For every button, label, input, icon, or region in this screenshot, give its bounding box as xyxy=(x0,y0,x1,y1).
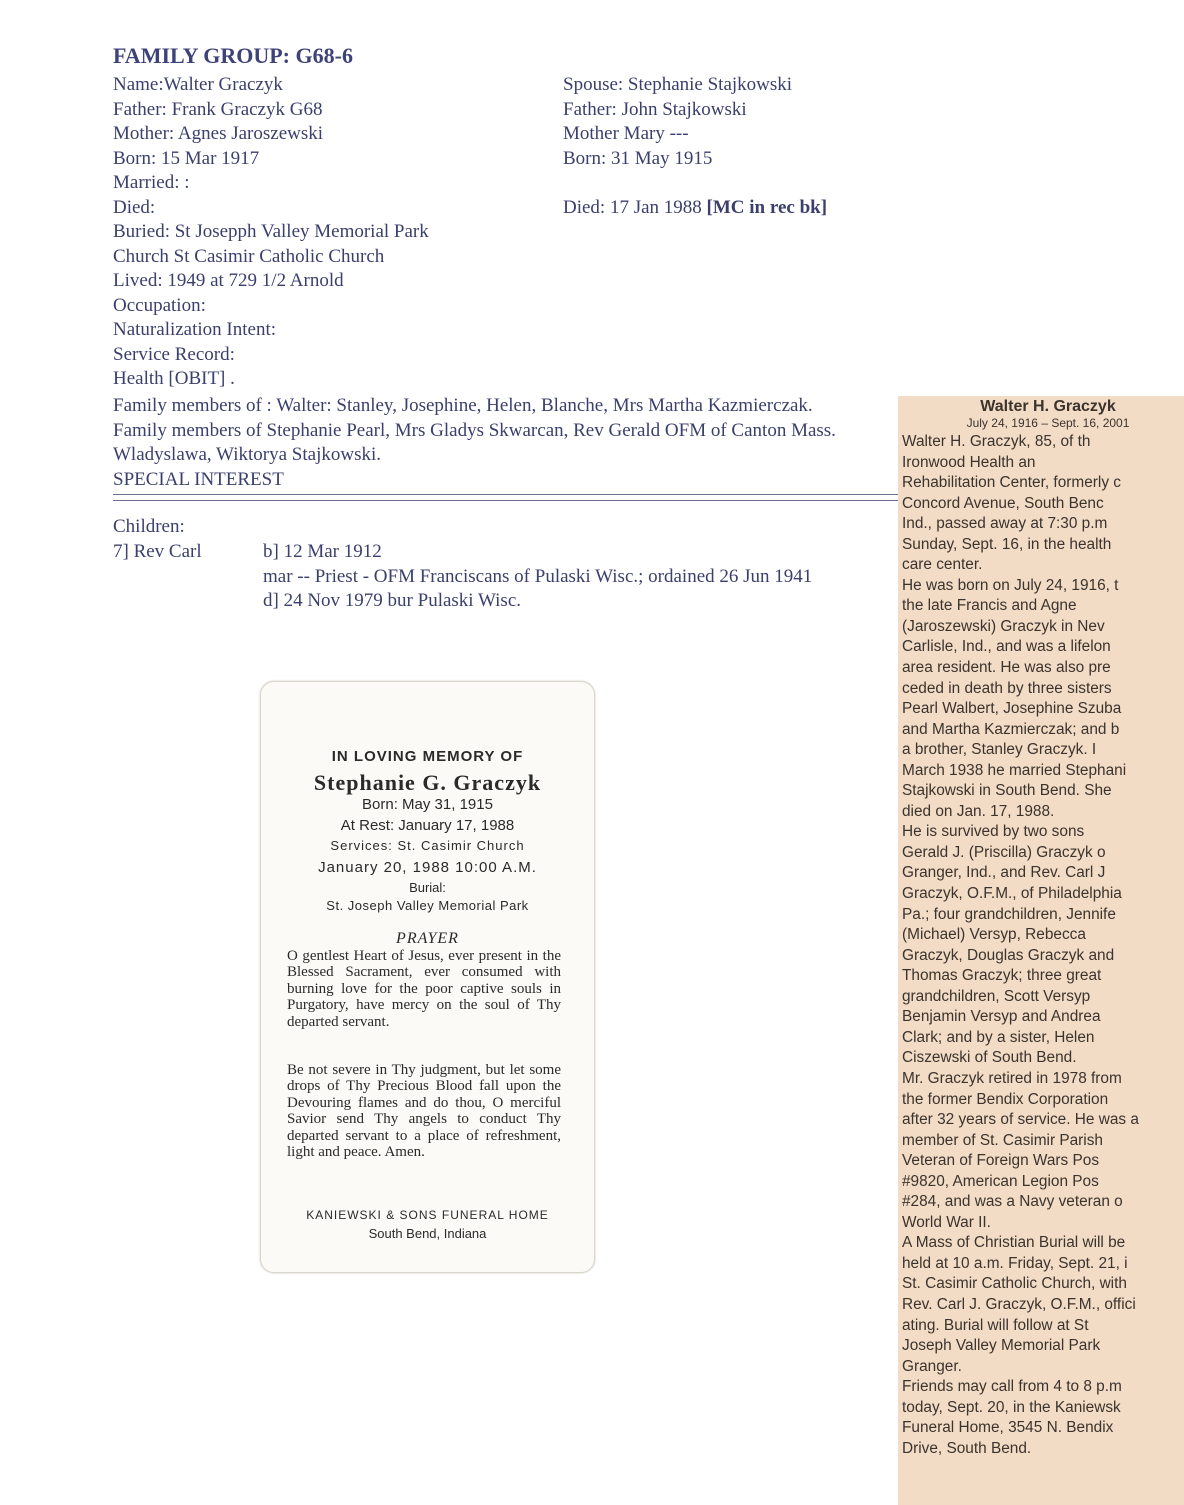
card-name: Stephanie G. Graczyk xyxy=(313,770,542,795)
obituary-clipping xyxy=(898,396,1184,1505)
special-interest: SPECIAL INTEREST xyxy=(113,468,284,490)
obituary-line: area resident. He was also pre xyxy=(902,659,1111,677)
card-date: January 20, 1988 10:00 A.M. xyxy=(318,859,537,876)
obituary-headline: Walter H. Graczyk xyxy=(980,398,1116,415)
obituary-line: Rev. Carl J. Graczyk, O.F.M., offici xyxy=(902,1295,1136,1313)
obituary-dates: July 24, 1916 – Sept. 16, 2001 xyxy=(966,416,1130,430)
record-line: Name:Walter Graczyk xyxy=(113,74,283,95)
obituary-line: Ironwood Health an xyxy=(902,453,1036,471)
record-line xyxy=(563,171,883,196)
record-line-died xyxy=(563,196,883,221)
obituary-body xyxy=(902,432,1184,1459)
obituary-line-underlined: Stajkowski in South Bend. She xyxy=(902,782,1112,800)
record-line: Mother: Agnes Jaroszewski xyxy=(113,123,324,144)
obituary-line: Granger, Ind., and Rev. Carl J xyxy=(902,864,1106,882)
record-line: Naturalization Intent: xyxy=(113,319,277,340)
obituary-line: Walter H. Graczyk, 85, of th xyxy=(902,433,1091,450)
obituary-line: and Martha Kazmierczak; and b xyxy=(902,720,1120,738)
record-line: Died: xyxy=(113,196,156,218)
memorial-card xyxy=(260,681,595,1273)
obituary-line: care center. xyxy=(902,556,983,574)
obituary-line: ceded in death by three sisters xyxy=(902,679,1112,697)
obituary-line: member of St. Casimir Parish xyxy=(902,1131,1103,1149)
child-details xyxy=(263,540,812,614)
obituary-line: Graczyk, Douglas Graczyk and xyxy=(902,946,1115,964)
obituary-line: Pearl Walbert, Josephine Szuba xyxy=(902,700,1122,718)
obituary-line: He is survived by two sons xyxy=(902,823,1085,841)
obituary-line-underlined: March 1938 he married Stephani xyxy=(902,761,1127,779)
card-burial-place: St. Joseph Valley Memorial Park xyxy=(326,898,529,913)
obituary-line: Clark; and by a sister, Helen xyxy=(902,1028,1095,1046)
obituary-line: Friends may call from 4 to 8 p.m xyxy=(902,1378,1122,1396)
child-name: 7] Rev Carl xyxy=(113,541,202,562)
obituary-line: Granger. xyxy=(902,1357,962,1375)
obituary-line: Mr. Graczyk retired in 1978 from xyxy=(902,1069,1122,1087)
child-detail-line: b] 12 Mar 1912 xyxy=(263,541,382,562)
person-details-column xyxy=(113,73,553,392)
obituary-line: Rehabilitation Center, formerly c xyxy=(902,474,1121,492)
children-label: Children: xyxy=(113,516,185,537)
obituary-line: held at 10 a.m. Friday, Sept. 21, i xyxy=(902,1254,1128,1272)
obituary-line: St. Casimir Catholic Church, with xyxy=(902,1275,1127,1293)
obituary-line: Joseph Valley Memorial Park xyxy=(902,1337,1101,1355)
obituary-line: the former Bendix Corporation xyxy=(902,1090,1109,1108)
family-members-block xyxy=(113,394,836,492)
obituary-line: #9820, American Legion Pos xyxy=(902,1172,1099,1190)
obituary-line: Gerald J. (Priscilla) Graczyk o xyxy=(902,843,1106,861)
card-at-rest: At Rest: January 17, 1988 xyxy=(340,817,515,834)
obituary-line: Pa.; four grandchildren, Jennife xyxy=(902,905,1116,923)
obituary-line: died on Jan. 17, 1988. xyxy=(902,802,1055,820)
obituary-line: A Mass of Christian Burial will be xyxy=(902,1234,1126,1252)
card-services: Services: St. Casimir Church xyxy=(330,838,525,853)
child-detail-line: d] 24 Nov 1979 bur Pulaski Wisc. xyxy=(263,590,522,611)
record-line: Health [OBIT] . xyxy=(113,368,235,389)
prayer-paragraph: Be not severe in Thy judgment, but let some drops of Thy Precious Blood fall upon the Devouring flames and do thou, O merciful Savior send Thy angels to conduct Thy departed servant to a place of refreshment, light and peace. Amen. xyxy=(287,1062,561,1161)
obituary-line: the late Francis and Agne xyxy=(902,597,1077,615)
obituary-line: Concord Avenue, South Benc xyxy=(902,494,1104,512)
obituary-line: Thomas Graczyk; three great xyxy=(902,967,1102,985)
record-line: Mother Mary --- xyxy=(563,123,689,144)
family-members-stephanie-cont: Wladyslawa, Wiktorya Stajkowski. xyxy=(113,444,382,465)
funeral-home-city: South Bend, Indiana xyxy=(368,1226,487,1241)
record-line: Spouse: Stephanie Stajkowski xyxy=(563,74,793,95)
child-detail-line: mar -- Priest - OFM Franciscans of Pulaski Wisc.; ordained 26 Jun 1941 xyxy=(263,565,813,587)
obituary-line: Carlisle, Ind., and was a lifelon xyxy=(902,638,1111,656)
obituary-line: today, Sept. 20, in the Kaniewsk xyxy=(902,1398,1121,1416)
record-line: Lived: 1949 at 729 1/2 Arnold xyxy=(113,270,344,291)
obituary-line: Ciszewski of South Bend. xyxy=(902,1049,1077,1067)
prayer-title: PRAYER xyxy=(396,930,459,947)
obituary-line: a brother, Stanley Graczyk. I xyxy=(902,741,1097,759)
obituary-line: #284, and was a Navy veteran o xyxy=(902,1193,1123,1211)
obituary-line: Funeral Home, 3545 N. Bendix xyxy=(902,1419,1114,1437)
obituary-line: He was born on July 24, 1916, t xyxy=(902,576,1119,594)
obituary-line: Benjamin Versyp and Andrea xyxy=(902,1008,1101,1026)
divider xyxy=(113,494,903,501)
family-members-stephanie: Family members of Stephanie Pearl, Mrs Gladys Skwarcan, Rev Gerald OFM of Canton Mass. xyxy=(113,419,836,441)
record-line: Married: : xyxy=(113,172,190,193)
obituary-line: (Jaroszewski) Graczyk in Nev xyxy=(902,617,1105,635)
funeral-home: KANIEWSKI & SONS FUNERAL HOME xyxy=(306,1208,549,1222)
card-burial-label: Burial: xyxy=(409,880,446,895)
obituary-line: after 32 years of service. He was a xyxy=(902,1111,1139,1129)
obituary-line: Sunday, Sept. 16, in the health xyxy=(902,535,1112,553)
obituary-line: ating. Burial will follow at St xyxy=(902,1316,1089,1334)
obituary-line: Ind., passed away at 7:30 p.m xyxy=(902,515,1108,533)
prayer-paragraph: O gentlest Heart of Jesus, ever present in the Blessed Sacrament, ever consumed with burning love for the poor captive souls in Purgatory, have mercy on the soul of Thy departed servant. xyxy=(287,948,561,1030)
died-label: Died: 17 Jan 1988 xyxy=(563,196,707,218)
spouse-details-column xyxy=(563,73,883,220)
record-line: Church St Casimir Catholic Church xyxy=(113,245,385,267)
record-line: Born: 15 Mar 1917 xyxy=(113,147,260,169)
card-heading: IN LOVING MEMORY OF xyxy=(331,748,524,765)
card-born: Born: May 31, 1915 xyxy=(362,796,493,813)
record-line: Father: Frank Graczyk G68 xyxy=(113,98,323,120)
record-line: Father: John Stajkowski xyxy=(563,98,747,120)
record-line: Occupation: xyxy=(113,294,206,316)
obituary-line: grandchildren, Scott Versyp xyxy=(902,987,1091,1005)
record-line: Buried: St Josepph Valley Memorial Park xyxy=(113,221,429,242)
obituary-line: World War II. xyxy=(902,1213,991,1231)
obituary-line: (Michael) Versyp, Rebecca xyxy=(902,926,1086,944)
page-title: FAMILY GROUP: G68-6 xyxy=(113,43,353,68)
record-line: Born: 31 May 1915 xyxy=(563,147,713,169)
obituary-line: Graczyk, O.F.M., of Philadelphia xyxy=(902,885,1122,903)
record-line: Service Record: xyxy=(113,343,235,365)
died-note: [MC in rec bk] xyxy=(706,196,828,218)
obituary-line: Drive, South Bend. xyxy=(902,1439,1032,1457)
obituary-line: Veteran of Foreign Wars Pos xyxy=(902,1152,1100,1170)
family-members-walter: Family members of : Walter: Stanley, Josephine, Helen, Blanche, Mrs Martha Kazmierczak. xyxy=(113,395,813,416)
